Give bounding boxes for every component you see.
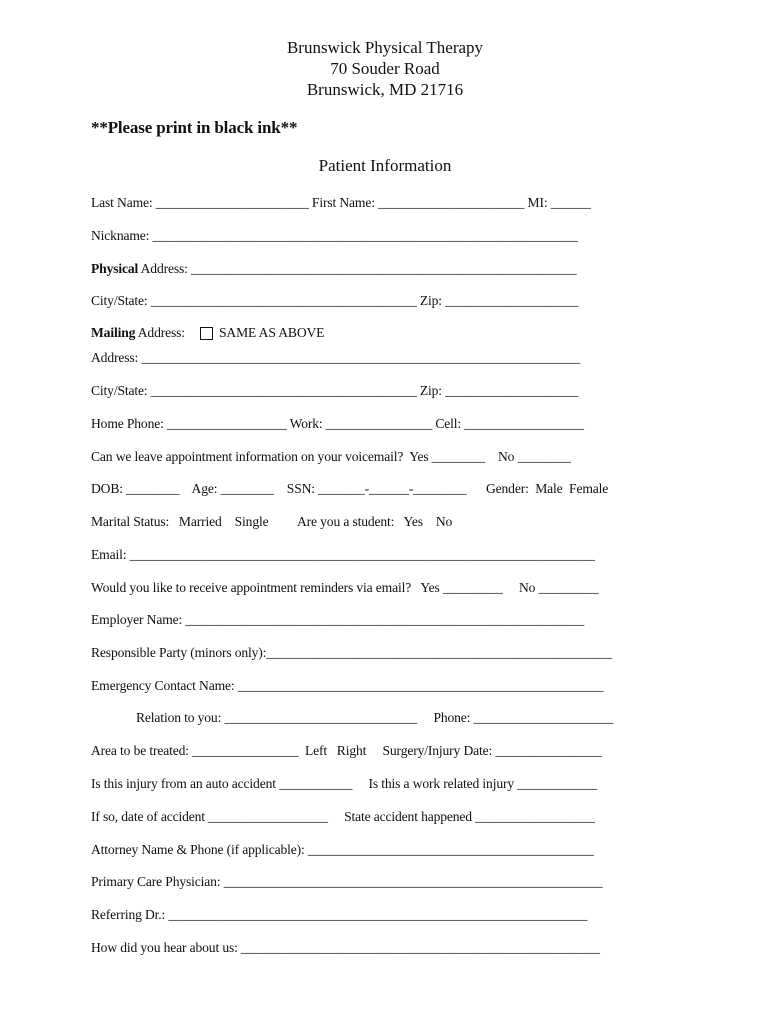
responsible-party-line[interactable]: Responsible Party (minors only):____________________________________________________ <box>91 645 612 660</box>
marital-student-line[interactable]: Marital Status: Married Single Are you a student: Yes No <box>91 514 453 529</box>
primary-care-line[interactable]: Primary Care Physician: _________________________________________________________ <box>91 874 603 889</box>
ink-notice: **Please print in black ink** <box>91 118 298 137</box>
clinic-city: Brunswick, MD 21716 <box>306 80 464 99</box>
dob-age-ssn-gender-line[interactable]: DOB: ________ Age: ________ SSN: _______-______-________ Gender: Male Female <box>91 481 609 496</box>
clinic-name: Brunswick Physical Therapy <box>286 38 484 57</box>
referring-doctor-line[interactable]: Referring Dr.: _______________________________________________________________ <box>91 907 588 922</box>
city-state-zip-line[interactable]: City/State: ________________________________________ Zip: ____________________ <box>91 293 579 308</box>
physical-address-field: Address: __________________________________________________________ <box>138 261 577 276</box>
mailing-city-state-zip-line[interactable]: City/State: ________________________________________ Zip: ____________________ <box>91 383 579 398</box>
relation-phone-line[interactable]: Relation to you: _____________________________ Phone: _____________________ <box>136 710 614 725</box>
emergency-contact-line[interactable]: Emergency Contact Name: _______________________________________________________ <box>91 678 604 693</box>
same-as-above-label: SAME AS ABOVE <box>219 325 325 340</box>
mailing-label: Mailing <box>91 325 136 340</box>
section-title: Patient Information <box>318 156 452 175</box>
physical-address-line[interactable] <box>91 261 577 277</box>
attorney-line[interactable]: Attorney Name & Phone (if applicable): ___________________________________________ <box>91 842 594 857</box>
clinic-street: 70 Souder Road <box>330 59 440 78</box>
accident-date-state-line[interactable]: If so, date of accident __________________ State accident happened __________________ <box>91 809 595 824</box>
area-treated-line[interactable]: Area to be treated: ________________ Left Right Surgery/Injury Date: ________________ <box>91 743 602 758</box>
mailing-address-label <box>91 325 185 341</box>
employer-line[interactable]: Employer Name: ____________________________________________________________ <box>91 612 585 627</box>
voicemail-line[interactable]: Can we leave appointment information on your voicemail? Yes ________ No ________ <box>91 449 571 464</box>
mailing-address-text: Address: <box>135 325 185 340</box>
email-reminders-line[interactable]: Would you like to receive appointment reminders via email? Yes _________ No _________ <box>91 580 599 595</box>
email-line[interactable]: Email: ______________________________________________________________________ <box>91 547 595 562</box>
physical-label: Physical <box>91 261 139 276</box>
referral-source-line[interactable]: How did you hear about us: ______________________________________________________ <box>91 940 600 955</box>
name-line[interactable]: Last Name: _______________________ First Name: ______________________ MI: ______ <box>91 195 591 210</box>
mailing-address-line[interactable]: Address: __________________________________________________________________ <box>91 350 581 365</box>
phone-line[interactable]: Home Phone: __________________ Work: ________________ Cell: __________________ <box>91 416 584 431</box>
same-as-above-checkbox[interactable] <box>200 327 213 340</box>
nickname-line[interactable]: Nickname: ________________________________________________________________ <box>91 228 578 243</box>
injury-type-line[interactable]: Is this injury from an auto accident ___________ Is this a work related injury ____________ <box>91 776 597 791</box>
